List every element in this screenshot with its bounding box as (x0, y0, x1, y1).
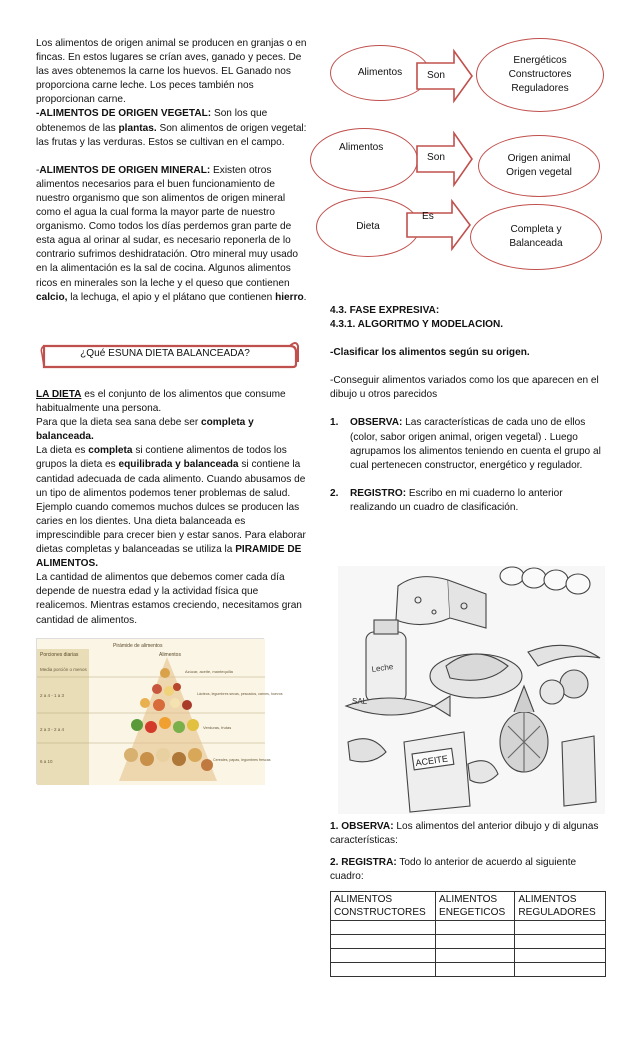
table-cell[interactable] (331, 921, 436, 935)
arrow-es (406, 200, 472, 250)
dieta-text-3: La dieta es (36, 445, 89, 457)
dieta-paragraph-1 (36, 388, 308, 416)
table-header-cell: ALIMENTOS CONSTRUCTORES (331, 892, 436, 921)
mineral-text-2: la lechuga, el apio y el plátano que contienen (67, 291, 276, 303)
observe-register-block (330, 820, 600, 884)
ellipse-dieta-label: Dieta (356, 221, 380, 232)
phase-heading (330, 304, 610, 318)
table-header-cell: ALIMENTOS ENEGETICOS (436, 892, 515, 921)
pyramid-col1: Porciones diarias (40, 652, 79, 658)
dieta-text: es el conjunto de los alimentos que consume habitualmente una persona. (36, 389, 286, 415)
vegetal-bold: plantas. (118, 122, 157, 134)
dieta-paragraph-2 (36, 416, 308, 444)
observe-text: Los alimentos del anterior dibujo y di algunas características: (330, 821, 599, 847)
dieta-text-2: Para que la dieta sea sana debe ser (36, 417, 201, 429)
step-1-text: Las características de cada uno de ellos (color, sabor origen animal, origen vegetal) . Luego agrupamos los alimentos teniendo en cuenta el grupo al cual pertenecen constructor, energético y regulador. (350, 417, 601, 471)
ellipse-origen-label-2: Origen vegetal (506, 167, 572, 178)
pyramid-title: Pirámide de alimentos (113, 643, 163, 649)
ellipse-alimentos-1 (330, 45, 430, 101)
step-1 (330, 416, 610, 472)
arrow-shape-3 (406, 200, 472, 250)
step-1-number: 1. (330, 417, 339, 429)
dieta-text-4: si contiene alimentos de todos los grupos la dieta es (36, 445, 287, 471)
pyramid-portion-0: Media porción o menos (40, 667, 87, 672)
arrow-son-1 (416, 50, 474, 102)
pyramid-foods-3: Cereales, papas, legumbres frescas (213, 758, 271, 762)
mineral-hierro: hierro (275, 291, 304, 303)
dieta-completa: completa (88, 445, 133, 457)
arrow-son-2 (416, 132, 474, 186)
ellipse-alimentos-2 (310, 128, 418, 192)
classification-table (330, 891, 606, 977)
register-label: 2. REGISTRA: (330, 857, 397, 869)
observe-paragraph (330, 820, 600, 848)
arrow-es-label: Es (422, 211, 434, 222)
table-row (331, 949, 606, 963)
ellipse-completa-label-2: Balanceada (509, 238, 563, 249)
table-header-cell: ALIMENTOS REGULADORES (515, 892, 606, 921)
dieta-heading: LA DIETA (36, 389, 82, 400)
table-row (331, 935, 606, 949)
dieta-paragraph-4: La cantidad de alimentos que debemos comer cada día depende de nuestra edad y la actividad física que realicemos. Mientras estamos creciendo, necesitamos gran cantidad de alimentos. (36, 572, 302, 626)
intro-paragraph: Los alimentos de origen animal se producen en granjas o en fincas. En estos lugares se crían aves, ganado y peces. De las aves obtenemos la carne los huevos. EL Ganado nos proporciona carne leche. Los peces también nos proporcionan carne. (36, 38, 307, 106)
algo-text: 4.3.1. ALGORITMO Y MODELACION. (330, 319, 504, 331)
pyramid-portion-1: 2 a 4 - 1 a 3 (40, 693, 65, 698)
dieta-equilibrada: equilibrada y balanceada (118, 459, 239, 471)
sketch-sal-label: SAL (352, 697, 368, 706)
table-header-row (331, 892, 606, 921)
ellipse-completa (470, 204, 602, 270)
table-cell[interactable] (331, 935, 436, 949)
right-text-block (330, 304, 610, 515)
dieta-completa-balanceada: completa y balanceada. (36, 417, 254, 443)
register-paragraph (330, 856, 600, 884)
table-cell[interactable] (331, 963, 436, 977)
table-cell[interactable] (436, 935, 515, 949)
pyramid-foods-0: Azúcar, aceite, mantequilla (185, 669, 233, 674)
arrow-son-1-label: Son (427, 70, 445, 81)
sketch-aceite-label: ACEITE (414, 753, 449, 768)
phase-text: 4.3. FASE EXPRESIVA: (330, 305, 440, 316)
table-cell[interactable] (515, 963, 606, 977)
algo-heading (330, 318, 610, 332)
table-cell[interactable] (436, 921, 515, 935)
classify-line (330, 346, 610, 360)
vegetal-heading: -ALIMENTOS DE ORIGEN VEGETAL: (36, 108, 212, 120)
step-2 (330, 487, 610, 515)
ellipse-energeticos (476, 38, 604, 112)
sketch-leche-label: Leche (371, 662, 394, 674)
vegetal-text: Son los que obtenemos de las (36, 108, 268, 134)
vegetal-paragraph (36, 107, 308, 149)
arrow-shape-1 (416, 50, 474, 102)
dieta-text-block (36, 388, 308, 628)
table-cell[interactable] (436, 963, 515, 977)
vegetal-text-2: Son alimentos de origen vegetal: las frutas y las verduras. Estos se cultivan en el campo. (36, 122, 307, 148)
ellipse-origen (478, 135, 600, 197)
ellipse-energeticos-label-3: Reguladores (511, 83, 569, 94)
observe-label: 1. OBSERVA: (330, 821, 394, 832)
mineral-end: . (303, 291, 307, 303)
dieta-text-5: si contiene la cantidad adecuada de cada alimento. Cuando abusamos de un tipo de alimentos podemos tener problemas de salud. Ejemplo cuando comemos muchos dulces se producen las caries en los dientes. Una dieta balanceada es imprescindible para crecer bien y estar sanos. Para elaborar dietas completas y balanceadas se utiliza la (36, 459, 306, 556)
ellipse-alimentos-1-label: Alimentos (357, 67, 403, 78)
banner-question: ¿Qué ESUNA DIETA BALANCEADA? (80, 348, 250, 359)
food-pyramid-image (36, 638, 283, 784)
pyramid-portion-2: 2 a 3 - 2 a 4 (40, 727, 65, 732)
table-cell[interactable] (515, 921, 606, 935)
step-1-text-wrap (350, 416, 610, 472)
ellipse-completa-label-1: Completa y (510, 224, 562, 235)
table-cell[interactable] (515, 935, 606, 949)
left-text-block (36, 37, 308, 305)
mineral-prefix: - (36, 164, 40, 176)
food-sketch-image (338, 566, 605, 814)
pyramid-portion-3: 6 a 10 (40, 759, 53, 764)
ellipse-dieta (316, 197, 420, 257)
dieta-piramide: PIRAMIDE DE ALIMENTOS. (36, 544, 302, 570)
pyramid-foods-2: Verduras, frutas (203, 725, 232, 730)
food-sketch-drawing (338, 566, 605, 814)
pyramid-foods-1: Lácteos, legumbres secas, pescados, carnes, huevos (197, 692, 283, 696)
mineral-calcio: calcio, (36, 291, 68, 303)
ellipse-origen-label-1: Origen animal (507, 153, 571, 164)
obtain-paragraph: -Conseguir alimentos variados como los que aparecen en el dibujo u otros parecidos (330, 375, 599, 401)
table-row (331, 921, 606, 935)
step-2-number: 2. (330, 487, 339, 499)
ellipse-alimentos-2-label: Alimentos (339, 142, 384, 153)
ellipse-energeticos-label-2: Constructores (508, 69, 572, 80)
food-pyramid-drawing (37, 639, 283, 785)
arrow-shape-2 (416, 132, 474, 186)
classify-text: -Clasificar los alimentos según su origen. (330, 347, 530, 359)
step-2-label: REGISTRO: (350, 487, 407, 499)
table-row (331, 963, 606, 977)
table-cell[interactable] (331, 949, 436, 963)
step-2-text-wrap (350, 487, 610, 515)
step-1-label: OBSERVA: (350, 417, 403, 429)
dieta-paragraph-3 (36, 444, 308, 571)
table-cell[interactable] (436, 949, 515, 963)
ellipse-energeticos-label-1: Energéticos (513, 55, 567, 66)
table-cell[interactable] (515, 949, 606, 963)
question-banner (40, 340, 302, 370)
mineral-heading: ALIMENTOS DE ORIGEN MINERAL: (39, 164, 211, 176)
step-2-text: Escribo en mi cuaderno lo anterior realizando un cuadro de clasificación. (350, 487, 563, 513)
pyramid-col2: Alimentos (159, 652, 181, 658)
arrow-son-2-label: Son (427, 152, 445, 163)
register-text: Todo lo anterior de acuerdo al siguiente cuadro: (330, 857, 577, 883)
mineral-text: Existen otros alimentos necesarios para el buen funcionamiento de nuestro organismo que son alimentos de origen mineral como el agua la cual forma la mayor parte de nuestro organismo. Como todos los días perdemos gran parte de esta agua al orinar al sudar, es necesario reponerla de lo contrario sufrimos deshidratación. Otro mineral muy usado en la alimentación es la sal de cocina. Algunos alimentos ricos en minerales son la leche y el queso que contienen (36, 164, 298, 289)
mineral-paragraph (36, 164, 308, 305)
